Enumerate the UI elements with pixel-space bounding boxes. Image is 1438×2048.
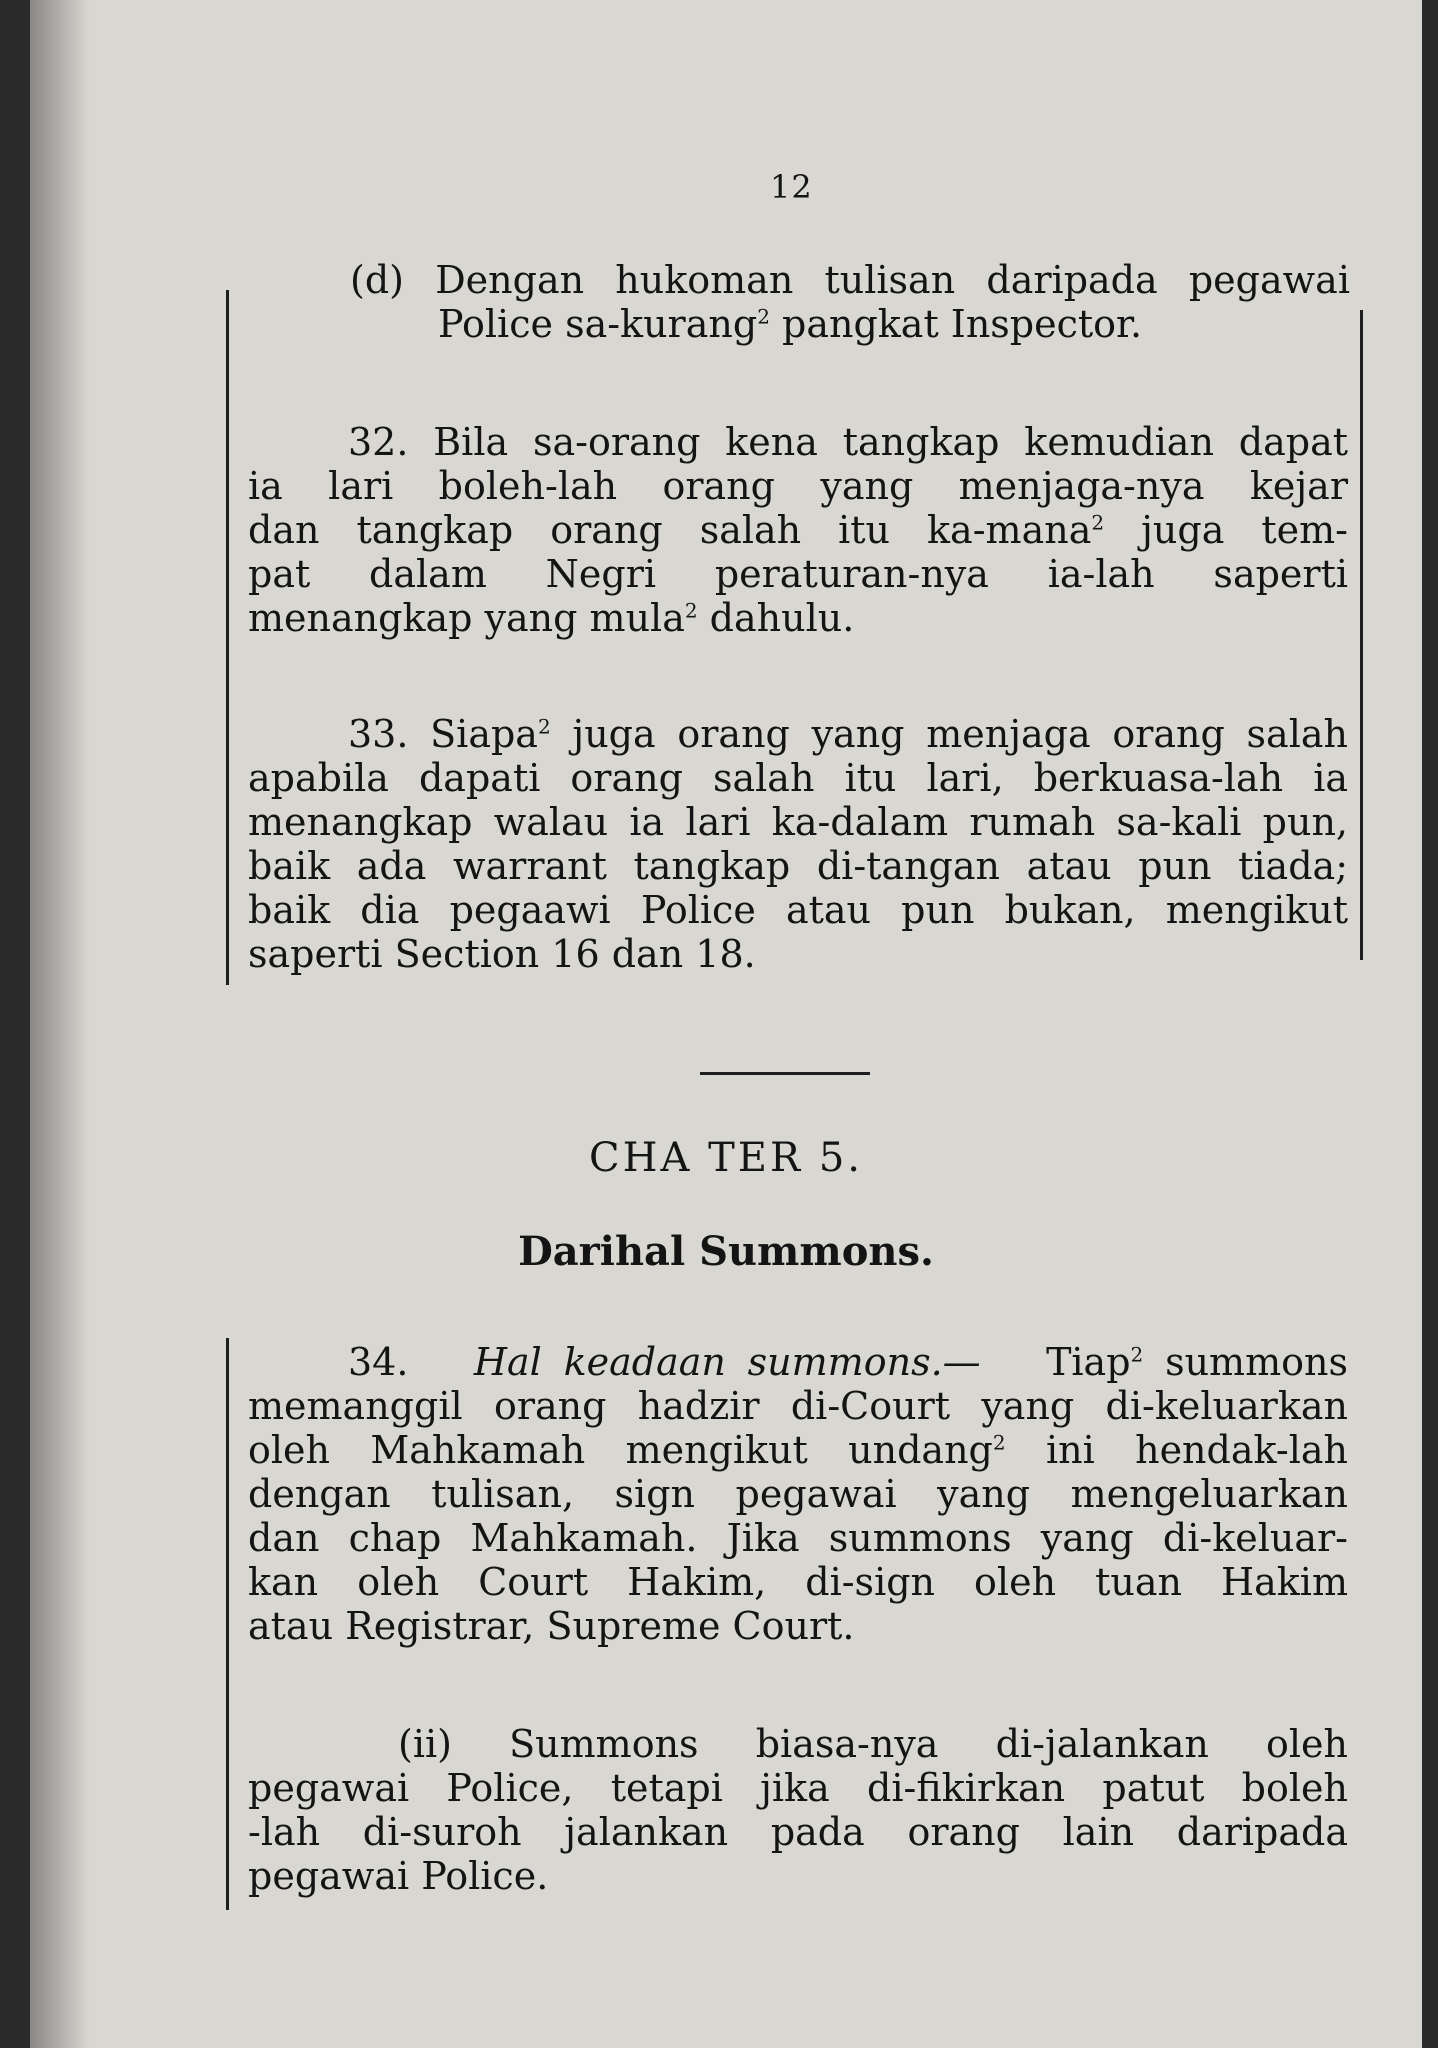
para-ii-line4: pegawai Police. [248,1854,549,1898]
paragraph-32 [248,420,1348,640]
para-d-label: (d) [350,258,404,302]
para-34-line1 [248,1340,1348,1384]
para-d-line2-end: pangkat Inspector. [769,302,1143,346]
para-34-line4: dengan tulisan, sign pegawai yang mengeluarkan [248,1472,1348,1516]
paragraph-33 [248,712,1348,976]
para-34-line1-text: Tiap [1046,1340,1131,1384]
para-34-number: 34. [348,1340,409,1384]
para-32-line3 [248,508,1348,552]
superscript: 2 [537,714,551,739]
superscript: 2 [684,598,698,623]
para-33-line4: baik ada warrant tangkap di-tangan atau pun tiada; [248,844,1348,888]
para-34-line7: atau Registrar, Supreme Court. [248,1604,855,1648]
para-32-line3-text: dan tangkap orang salah itu ka-mana [248,508,1092,552]
para-33-line6: saperti Section 16 dan 18. [248,932,756,976]
page-gutter-shadow [30,0,90,2048]
paragraph-d [350,258,1350,346]
para-ii-line3: -lah di-suroh jalankan pada orang lain daripada [248,1810,1348,1854]
paragraph-ii [248,1722,1348,1898]
paragraph-34 [248,1340,1348,1648]
para-ii-line1: (ii) Summons biasa-nya di-jalankan oleh [398,1722,1348,1766]
para-32-line5 [248,596,1348,640]
section-heading: Darihal Summons. [518,1228,934,1275]
superscript: 2 [1130,1342,1144,1367]
para-32-line3-end: juga tem- [1104,508,1348,552]
superscript: 2 [992,1430,1006,1455]
para-33-line1 [248,712,1348,756]
para-34-line6: kan oleh Court Hakim, di-sign oleh tuan Hakim [248,1560,1348,1604]
para-32-line2: ia lari boleh-lah orang yang menjaga-nya kejar [248,464,1348,508]
para-34-line3-text: oleh Mahkamah mengikut undang [248,1428,993,1472]
para-34-line3 [248,1428,1348,1472]
para-34-line2: memanggil orang hadzir di-Court yang di-keluarkan [248,1384,1348,1428]
book-page [30,0,1422,2048]
para-33-line1-end: juga orang yang menjaga orang salah [550,712,1348,756]
chapter-title: CHA TER 5. [589,1135,863,1181]
para-34-line3-end: ini hendak-lah [1005,1428,1348,1472]
para-34-title: Hal keadaan summons.— [473,1340,981,1384]
section-divider [700,1072,870,1075]
para-33-line3: menangkap walau ia lari ka-dalam rumah sa-kali pun, [248,800,1348,844]
margin-rule-left-top [226,290,229,985]
superscript: 2 [1091,510,1105,535]
superscript: 2 [757,304,770,329]
para-33-line2: apabila dapati orang salah itu lari, berkuasa-lah ia [248,756,1348,800]
para-ii-line2: pegawai Police, tetapi jika di-fikirkan patut boleh [248,1766,1348,1810]
para-32-line5-end: dahulu. [697,596,855,640]
margin-rule-right-top [1360,310,1363,960]
para-33-line1-text: 33. Siapa [348,712,538,756]
para-32-line1: 32. Bila sa-orang kena tangkap kemudian dapat [348,420,1348,464]
margin-rule-left-bottom [226,1338,229,1910]
para-d-line2: Police sa-kurang [438,302,758,346]
para-32-line5-text: menangkap yang mula [248,596,685,640]
para-34-line1-end: summons [1143,1340,1348,1384]
para-34-line5: dan chap Mahkamah. Jika summons yang di-keluar- [248,1516,1348,1560]
para-32-line4: pat dalam Negri peraturan-nya ia-lah saperti [248,552,1348,596]
para-d-line1: Dengan hukoman tulisan daripada pegawai [435,258,1350,302]
para-33-line5: baik dia pegaawi Police atau pun bukan, mengikut [248,888,1348,932]
page-number: 12 [770,168,813,206]
